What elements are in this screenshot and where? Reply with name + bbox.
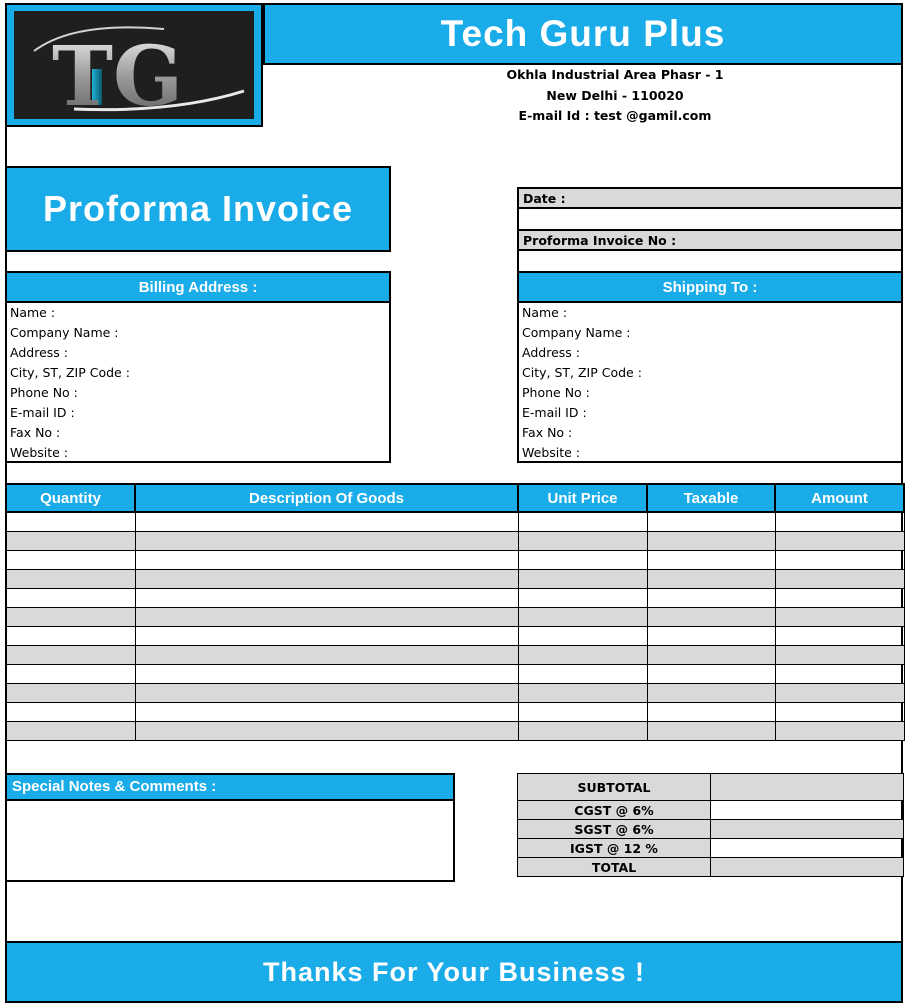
table-row <box>6 722 904 741</box>
table-cell[interactable] <box>518 589 647 608</box>
table-cell[interactable] <box>135 551 518 570</box>
billing-fax[interactable]: Fax No : <box>10 425 61 440</box>
cgst-value[interactable] <box>711 801 904 820</box>
column-header-amount: Amount <box>775 484 904 512</box>
igst-label: IGST @ 12 % <box>518 839 711 858</box>
shipping-email[interactable]: E-mail ID : <box>522 405 587 420</box>
table-cell[interactable] <box>518 722 647 741</box>
table-row <box>6 570 904 589</box>
column-header-description: Description Of Goods <box>135 484 518 512</box>
shipping-company[interactable]: Company Name : <box>522 325 631 340</box>
billing-website[interactable]: Website : <box>10 445 69 460</box>
table-cell[interactable] <box>135 570 518 589</box>
billing-name[interactable]: Name : <box>10 305 56 320</box>
table-cell[interactable] <box>6 512 135 532</box>
table-cell[interactable] <box>135 512 518 532</box>
shipping-phone[interactable]: Phone No : <box>522 385 590 400</box>
table-row <box>6 684 904 703</box>
table-row <box>6 703 904 722</box>
column-header-quantity: Quantity <box>6 484 135 512</box>
table-cell[interactable] <box>6 627 135 646</box>
sgst-label: SGST @ 6% <box>518 820 711 839</box>
table-cell[interactable] <box>518 512 647 532</box>
table-cell[interactable] <box>135 532 518 551</box>
subtotal-value[interactable] <box>711 774 904 801</box>
company-logo <box>14 11 254 119</box>
totals-table <box>517 773 904 877</box>
date-field[interactable] <box>517 187 903 209</box>
billing-email[interactable]: E-mail ID : <box>10 405 75 420</box>
company-name: Tech Guru Plus <box>263 3 903 65</box>
table-cell[interactable] <box>647 570 775 589</box>
table-cell[interactable] <box>135 665 518 684</box>
table-cell[interactable] <box>6 703 135 722</box>
shipping-name[interactable]: Name : <box>522 305 568 320</box>
notes-heading: Special Notes & Comments : <box>7 775 453 801</box>
shipping-heading: Shipping To : <box>519 273 901 303</box>
table-cell[interactable] <box>135 684 518 703</box>
table-row <box>6 589 904 608</box>
table-cell[interactable] <box>775 512 904 532</box>
table-cell[interactable] <box>135 722 518 741</box>
table-row <box>6 512 904 532</box>
table-row <box>6 646 904 665</box>
table-cell[interactable] <box>647 703 775 722</box>
table-row <box>6 608 904 627</box>
table-cell[interactable] <box>518 570 647 589</box>
table-cell[interactable] <box>135 608 518 627</box>
table-cell[interactable] <box>775 589 904 608</box>
subtotal-label: SUBTOTAL <box>518 774 711 801</box>
table-cell[interactable] <box>775 627 904 646</box>
billing-phone[interactable]: Phone No : <box>10 385 78 400</box>
thank-you-footer: Thanks For Your Business ! <box>5 941 903 1003</box>
table-cell[interactable] <box>775 684 904 703</box>
goods-table-body <box>6 512 904 741</box>
table-row <box>6 627 904 646</box>
table-cell[interactable] <box>775 703 904 722</box>
cgst-label: CGST @ 6% <box>518 801 711 820</box>
table-cell[interactable] <box>6 684 135 703</box>
shipping-fax[interactable]: Fax No : <box>522 425 573 440</box>
table-cell[interactable] <box>775 551 904 570</box>
logo-lettering: TG <box>52 29 184 119</box>
shipping-website[interactable]: Website : <box>522 445 581 460</box>
table-cell[interactable] <box>6 532 135 551</box>
table-cell[interactable] <box>647 665 775 684</box>
table-cell[interactable] <box>647 722 775 741</box>
date-label: Date : <box>523 191 566 206</box>
invoice-no-label: Proforma Invoice No : <box>523 233 677 248</box>
table-cell[interactable] <box>647 646 775 665</box>
invoice-no-value-row[interactable] <box>517 251 903 271</box>
column-header-taxable: Taxable <box>647 484 775 512</box>
table-cell[interactable] <box>6 722 135 741</box>
billing-city[interactable]: City, ST, ZIP Code : <box>10 365 130 380</box>
table-cell[interactable] <box>775 722 904 741</box>
igst-value[interactable] <box>711 839 904 858</box>
billing-address-block <box>5 271 391 463</box>
table-row <box>6 665 904 684</box>
table-cell[interactable] <box>518 703 647 722</box>
table-cell[interactable] <box>518 608 647 627</box>
total-label: TOTAL <box>518 858 711 877</box>
table-row <box>6 532 904 551</box>
table-cell[interactable] <box>518 551 647 570</box>
logo-box <box>5 3 263 127</box>
table-cell[interactable] <box>518 646 647 665</box>
company-email: E-mail Id : test @gamil.com <box>518 108 712 123</box>
billing-address[interactable]: Address : <box>10 345 68 360</box>
table-cell[interactable] <box>775 532 904 551</box>
special-notes-box[interactable] <box>5 773 455 882</box>
table-cell[interactable] <box>647 589 775 608</box>
invoice-no-field[interactable] <box>517 229 903 251</box>
table-row <box>6 551 904 570</box>
table-cell[interactable] <box>6 589 135 608</box>
sgst-value[interactable] <box>711 820 904 839</box>
table-cell[interactable] <box>775 646 904 665</box>
table-cell[interactable] <box>6 646 135 665</box>
table-cell[interactable] <box>135 703 518 722</box>
table-cell[interactable] <box>647 551 775 570</box>
table-cell[interactable] <box>6 665 135 684</box>
total-value[interactable] <box>711 858 904 877</box>
document-title: Proforma Invoice <box>5 166 391 252</box>
shipping-city[interactable]: City, ST, ZIP Code : <box>522 365 642 380</box>
billing-heading: Billing Address : <box>7 273 389 303</box>
table-cell[interactable] <box>518 684 647 703</box>
table-cell[interactable] <box>6 551 135 570</box>
table-cell[interactable] <box>647 684 775 703</box>
table-cell[interactable] <box>775 665 904 684</box>
company-address-line1: Okhla Industrial Area Phasr - 1 <box>506 67 724 82</box>
table-cell[interactable] <box>518 532 647 551</box>
table-cell[interactable] <box>6 570 135 589</box>
table-cell[interactable] <box>6 608 135 627</box>
table-cell[interactable] <box>518 665 647 684</box>
goods-table <box>5 483 905 741</box>
table-cell[interactable] <box>647 608 775 627</box>
table-cell[interactable] <box>647 627 775 646</box>
table-cell[interactable] <box>135 589 518 608</box>
table-cell[interactable] <box>647 512 775 532</box>
shipping-address[interactable]: Address : <box>522 345 580 360</box>
table-cell[interactable] <box>135 627 518 646</box>
table-cell[interactable] <box>775 608 904 627</box>
date-value-row[interactable] <box>517 209 903 229</box>
table-cell[interactable] <box>775 570 904 589</box>
table-cell[interactable] <box>647 532 775 551</box>
billing-company[interactable]: Company Name : <box>10 325 119 340</box>
table-cell[interactable] <box>135 646 518 665</box>
company-address-line2: New Delhi - 110020 <box>546 88 684 103</box>
column-header-unit-price: Unit Price <box>518 484 647 512</box>
table-cell[interactable] <box>518 627 647 646</box>
shipping-address-block <box>517 271 903 463</box>
